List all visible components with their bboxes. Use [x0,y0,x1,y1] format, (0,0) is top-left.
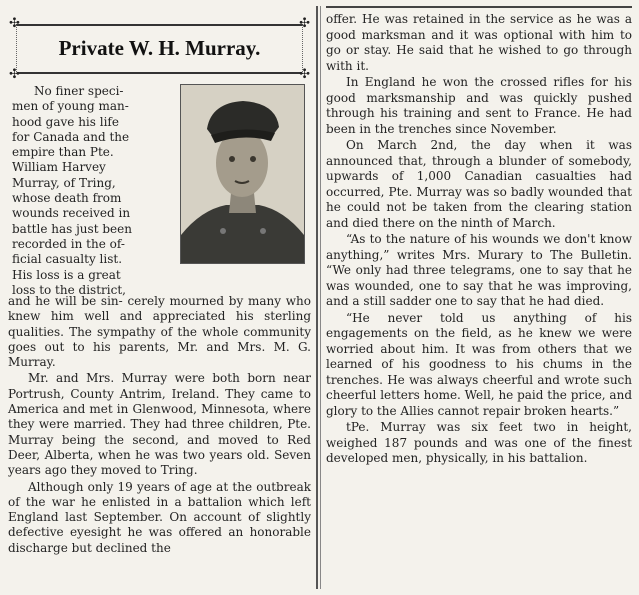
intro-line: men of young man- [12,99,129,114]
column-rule-thin [320,6,321,589]
intro-line: His loss is a great [12,267,121,282]
paragraph-england: In England he won the crossed rifles for his good marksmanship and was quickly pushed through his training and sent to France. He had been in the trenches since November. [326,75,632,136]
left-column [8,6,311,556]
paragraph-wounds: “As to the nature of his wounds we don't know anything,” writes Mrs. Murary to The Bulletin. “We only had three telegrams, one to say that he was wounded, one to say that he was improving, and a still sadder one to say that he had died. [326,232,632,308]
intro-line: recorded in the of- [12,236,125,251]
intro-line: William Harvey [12,160,106,175]
intro-line: No finer speci- [34,84,124,98]
intro-line: whose death from [12,191,122,206]
intro-line: for Canada and the [12,129,130,144]
corner-ornament-icon: ✣ [9,67,20,82]
intro-line: Murray, of Tring, [12,175,116,190]
corner-ornament-icon: ✣ [9,16,20,31]
intro-line: battle has just been [12,221,132,236]
headline: Private W. H. Murray. [58,36,261,60]
headline-box [9,16,310,82]
intro-line: hood gave his life [12,114,119,129]
intro-text [8,84,177,298]
corner-ornament-icon: ✣ [299,16,310,31]
paragraph-letters: “He never told us anything of his engagements on the field, as he knew we were worried about him. It was from others that we learned of his goodness to his chums in the trenches. He was always cheerful and wrote such cheerful letters home. Well, he paid the price, and glory to the Allies cannot repair broken hearts.” [326,310,632,418]
corner-ornament-icon: ✣ [299,67,310,82]
column-rule [316,6,318,589]
intro-line: empire than Pte. [12,145,114,160]
top-rule [326,6,632,8]
intro-continuation: and he will be sin- cerely mourned by many who knew him well and appreciated his sterling qualities. The sympathy of the whole community goes out to his parents, Mr. and Mrs. M. G. Murray. [8,294,311,370]
paragraph-parents: Mr. and Mrs. Murray were both born near Portrush, County Antrim, Ireland. They came to America and met in Glenwood, Minnesota, where they were married. They had three children, Pte. Murray being the second, and moved to Red Deer, Alberta, when he was two years old. Seven years ago they moved to Tring. [8,371,311,478]
portrait-photo [180,84,305,264]
intro-line: wounds received in [12,206,131,221]
intro-line: ficial casualty list. [12,252,123,267]
right-column [326,6,632,467]
soldier-portrait-icon [181,85,304,263]
paragraph-offer: offer. He was retained in the service as he was a good marksman and it was optional with him to go or stay. He said that he wished to go through with it. [326,12,632,73]
paragraph-march: On March 2nd, the day when it was announced that, through a blunder of somebody, upwards of 1,000 Canadian casualties had occurred, Pte. Murray was so badly wounded that he could not be taken from the clearing station and died there on the ninth of March. [326,138,632,230]
intro-block [8,84,311,297]
intro-line: loss to the district, [12,282,126,297]
paragraph-height: tPe. Murray was six feet two in height, weighed 187 pounds and was one of the finest developed men, physically, in his battalion. [326,420,632,465]
paragraph-enlistment: Although only 19 years of age at the outbreak of the war he enlisted in a battalion which left England last September. On account of slightly defective eyesight he was offered an honorable discharge but declined the [8,479,311,555]
